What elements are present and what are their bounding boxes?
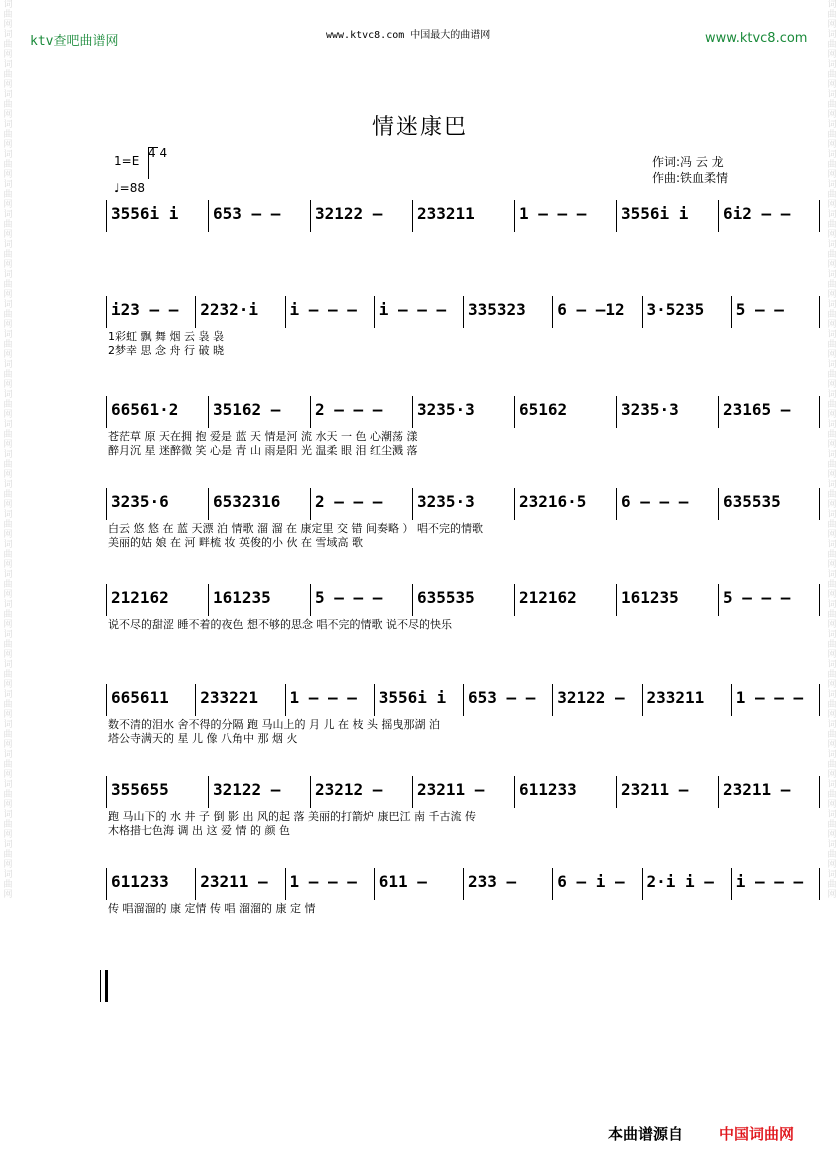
measure: 212162 <box>514 584 616 616</box>
measure: 23165 – <box>718 396 820 428</box>
measure: 5 – – – <box>718 584 820 616</box>
measure: 2232·i <box>195 296 284 328</box>
measure: 2 – – – <box>310 488 412 520</box>
measure: 3·5235 <box>642 296 731 328</box>
measure: 65162 <box>514 396 616 428</box>
side-watermark-left: 词曲网词曲网词曲网词曲网词曲网词曲网词曲网词曲网词曲网词曲网词曲网词曲网词曲网词曲网词曲网词曲网词曲网词曲网词曲网词曲网词曲网词曲网词曲网词曲网词曲网词曲网词曲网词曲网词曲网词曲网 <box>3 0 13 900</box>
measure: 233221 <box>195 684 284 716</box>
meter-bottom: 4 <box>159 146 168 160</box>
measure: 3556i i <box>374 684 463 716</box>
header-site-center: www.ktvc8.com 中国最大的曲谱网 <box>326 30 491 41</box>
measure: 335323 <box>463 296 552 328</box>
measure: 32122 – <box>208 776 310 808</box>
measure: 3235·3 <box>412 488 514 520</box>
measure: i – – – <box>374 296 463 328</box>
measure: 635535 <box>412 584 514 616</box>
measure: 653 – – <box>208 200 310 232</box>
measure: 35162 – <box>208 396 310 428</box>
measure: 6532316 <box>208 488 310 520</box>
measure: 23211 – <box>195 868 284 900</box>
footer-site-link[interactable]: 中国词曲网 <box>719 1125 795 1143</box>
measure: 1 – – – <box>514 200 616 232</box>
measure: 1 – – – <box>731 684 820 716</box>
lyrics-line-1: 跑 马山下的 水 井 子 倒 影 出 风的起 落 美丽的打箭炉 康巴江 南 千古流 传 <box>108 810 476 823</box>
measure: 212162 <box>106 584 208 616</box>
measure: 23212 – <box>310 776 412 808</box>
measure: 635535 <box>718 488 820 520</box>
lyrics-line-1: 1彩虹 飘 舞 烟 云 袅 袅 <box>108 330 224 343</box>
measure: 23211 – <box>718 776 820 808</box>
measure: 23211 – <box>616 776 718 808</box>
measure: 3556i i <box>616 200 718 232</box>
footer-source-label: 本曲谱源自 <box>608 1125 684 1143</box>
measure: 3235·6 <box>106 488 208 520</box>
measure: i23 – – <box>106 296 195 328</box>
measure: 6 – – – <box>616 488 718 520</box>
header-site-left[interactable]: ktv查吧曲谱网 <box>30 34 119 49</box>
lyrics-line-2: 2梦幸 思 念 舟 行 破 晓 <box>108 344 224 357</box>
measure: 611233 <box>514 776 616 808</box>
key-signature: 1=E <box>114 154 140 168</box>
score-title: 情迷康巴 <box>371 115 468 140</box>
lyrics-line-2: 醉月沉 星 迷醉微 笑 心是 青 山 雨是阳 光 温柔 眼 泪 红尘溅 落 <box>108 444 418 457</box>
time-signature <box>148 146 167 160</box>
measure: 6i2 – – <box>718 200 820 232</box>
lyrics-line-2: 塔公寺满天的 星 儿 像 八角中 那 烟 火 <box>108 732 298 745</box>
measure: i – – – <box>731 868 820 900</box>
measure: 3556i i <box>106 200 208 232</box>
lyrics-line-1: 数不清的泪水 舍不得的分隔 跑 马山上的 月 儿 在 枝 头 摇曳那湖 泊 <box>108 718 440 731</box>
final-barline <box>100 970 108 1002</box>
measure: 6 – –12 <box>552 296 641 328</box>
header-site-right[interactable]: www.ktvc8.com <box>705 31 808 46</box>
measure: 233 – <box>463 868 552 900</box>
lyrics-line-1: 白云 悠 悠 在 蓝 天漂 泊 情歌 溜 溜 在 康定里 交 错 间奏略 ） 唱不完的情歌 <box>108 522 483 535</box>
measure: 611 – <box>374 868 463 900</box>
lyrics-line-2: 木格措七色海 调 出 这 爱 情 的 颜 色 <box>108 824 290 837</box>
measure: 233211 <box>412 200 514 232</box>
measure: 23216·5 <box>514 488 616 520</box>
measure: 1 – – – <box>285 684 374 716</box>
measure: 611233 <box>106 868 195 900</box>
lyrics-line-1: 说不尽的甜涩 睡不着的夜色 想不够的思念 唱不完的情歌 说不尽的快乐 <box>108 618 452 631</box>
measure: 161235 <box>616 584 718 616</box>
measure: 32122 – <box>552 684 641 716</box>
measure: i – – – <box>285 296 374 328</box>
measure: 653 – – <box>463 684 552 716</box>
measure: 66561·2 <box>106 396 208 428</box>
measure: 233211 <box>642 684 731 716</box>
measure: 32122 – <box>310 200 412 232</box>
composer-credit: 作曲:铁血柔情 <box>652 171 729 185</box>
measure: 5 – – – <box>310 584 412 616</box>
measure: 6 – i – <box>552 868 641 900</box>
measure: 23211 – <box>412 776 514 808</box>
lyrics-line-1: 传 唱溜溜的 康 定情 传 唱 溜溜的 康 定 情 <box>108 902 316 915</box>
meter-top: 4 <box>148 146 156 160</box>
measure: 161235 <box>208 584 310 616</box>
measure: 5 – – <box>731 296 820 328</box>
side-watermark-right: 词曲网词曲网词曲网词曲网词曲网词曲网词曲网词曲网词曲网词曲网词曲网词曲网词曲网词曲网词曲网词曲网词曲网词曲网词曲网词曲网词曲网词曲网词曲网词曲网词曲网词曲网词曲网词曲网词曲网词曲网 <box>827 0 837 900</box>
lyrics-line-1: 苍茫草 原 天在拥 抱 爱是 蓝 天 情是河 流 水天 一 色 心潮荡 漾 <box>108 430 418 443</box>
measure: 2·i i – <box>642 868 731 900</box>
measure: 355655 <box>106 776 208 808</box>
measure: 3235·3 <box>616 396 718 428</box>
measure: 3235·3 <box>412 396 514 428</box>
measure: 665611 <box>106 684 195 716</box>
measure: 2 – – – <box>310 396 412 428</box>
lyricist-credit: 作词:冯 云 龙 <box>652 155 724 169</box>
tempo-marking: ♩=88 <box>114 181 145 195</box>
measure: 1 – – – <box>285 868 374 900</box>
lyrics-line-2: 美丽的姑 娘 在 河 畔梳 妆 英俊的小 伙 在 雪域高 歌 <box>108 536 363 549</box>
